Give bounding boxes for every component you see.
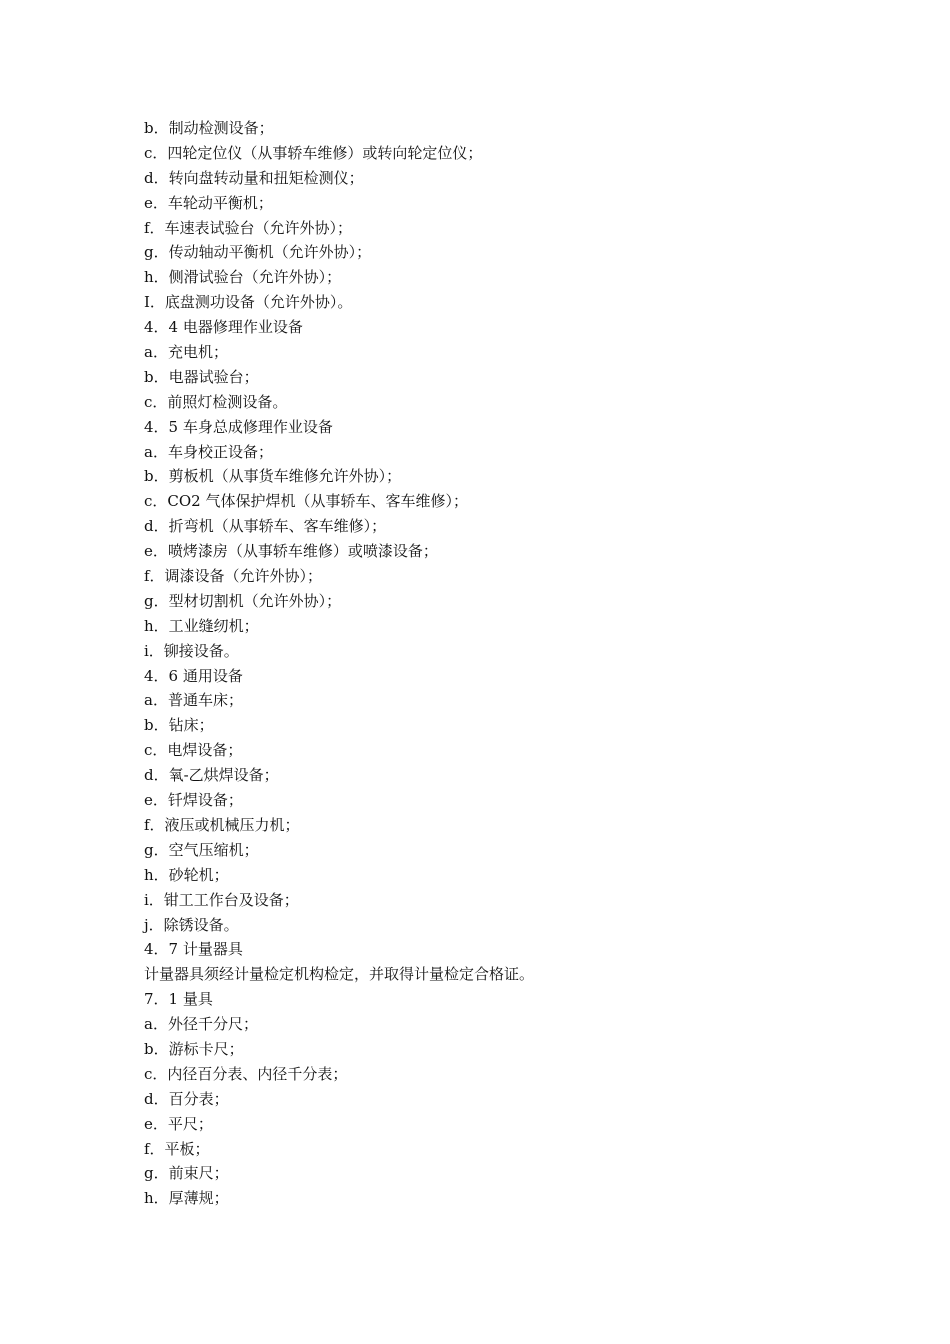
list-item: i．铆接设备。 — [144, 641, 239, 660]
list-item: g．传动轴动平衡机（允许外协）； — [144, 243, 372, 262]
section-heading: 4．4 电器修理作业设备 — [144, 318, 303, 337]
list-item: h．侧滑试验台（允许外协）； — [144, 268, 342, 287]
paragraph: 计量器具须经计量检定机构检定，并取得计量检定合格证。 — [144, 965, 535, 984]
list-item: e．车轮动平衡机； — [144, 193, 273, 212]
section-heading: 4．6 通用设备 — [144, 666, 243, 685]
list-item: g．空气压缩机； — [144, 840, 259, 859]
list-item: f．调漆设备（允许外协）； — [144, 567, 323, 586]
list-item: a．车身校正设备； — [144, 442, 273, 461]
section-heading: 4．7 计量器具 — [144, 940, 243, 959]
list-item: h．砂轮机； — [144, 865, 229, 884]
list-item: e．平尺； — [144, 1114, 213, 1133]
list-item: d．转向盘转动量和扭矩检测仪； — [144, 168, 364, 187]
list-item: c．前照灯检测设备。 — [144, 392, 288, 411]
list-item: d．氧-乙烘焊设备； — [144, 766, 279, 785]
list-item: I．底盘测功设备（允许外协）。 — [144, 293, 353, 312]
list-item: b．制动检测设备； — [144, 119, 274, 137]
list-item: j．除锈设备。 — [144, 915, 239, 934]
list-item: c．四轮定位仪（从事轿车维修）或转向轮定位仪； — [144, 143, 483, 162]
list-item: f．液压或机械压力机； — [144, 815, 300, 834]
list-item: a．充电机； — [144, 343, 228, 362]
list-item: i．钳工工作台及设备； — [144, 890, 299, 909]
section-heading: 7．1 量具 — [144, 990, 213, 1009]
list-item: d．折弯机（从事轿车、客车维修）； — [144, 517, 387, 536]
list-item: b．剪板机（从事货车维修允许外协）； — [144, 467, 402, 486]
list-item: g．型材切割机（允许外协）； — [144, 591, 342, 610]
list-item: a．普通车床； — [144, 691, 243, 710]
list-item: d．百分表； — [144, 1089, 229, 1108]
list-item: b．电器试验台； — [144, 367, 259, 386]
list-item: f．车速表试验台（允许外协）； — [144, 218, 353, 237]
list-item: c．电焊设备； — [144, 741, 243, 760]
list-item: e．喷烤漆房（从事轿车维修）或喷漆设备； — [144, 542, 438, 561]
list-item: b．钻床； — [144, 716, 214, 735]
list-item: c．内径百分表、内径千分表； — [144, 1064, 348, 1083]
document-body — [144, 116, 844, 1211]
list-item: b．游标卡尺； — [144, 1039, 244, 1058]
list-item: h．工业缝纫机； — [144, 616, 259, 635]
list-item: a．外径千分尺； — [144, 1015, 258, 1034]
list-item: c．CO2 气体保护焊机（从事轿车、客车维修）； — [144, 492, 468, 511]
section-heading: 4．5 车身总成修理作业设备 — [144, 417, 333, 436]
list-item: g．前束尺； — [144, 1164, 229, 1183]
list-item: h．厚薄规； — [144, 1189, 229, 1208]
list-item: e．钎焊设备； — [144, 791, 243, 810]
list-item: f．平板； — [144, 1139, 210, 1158]
